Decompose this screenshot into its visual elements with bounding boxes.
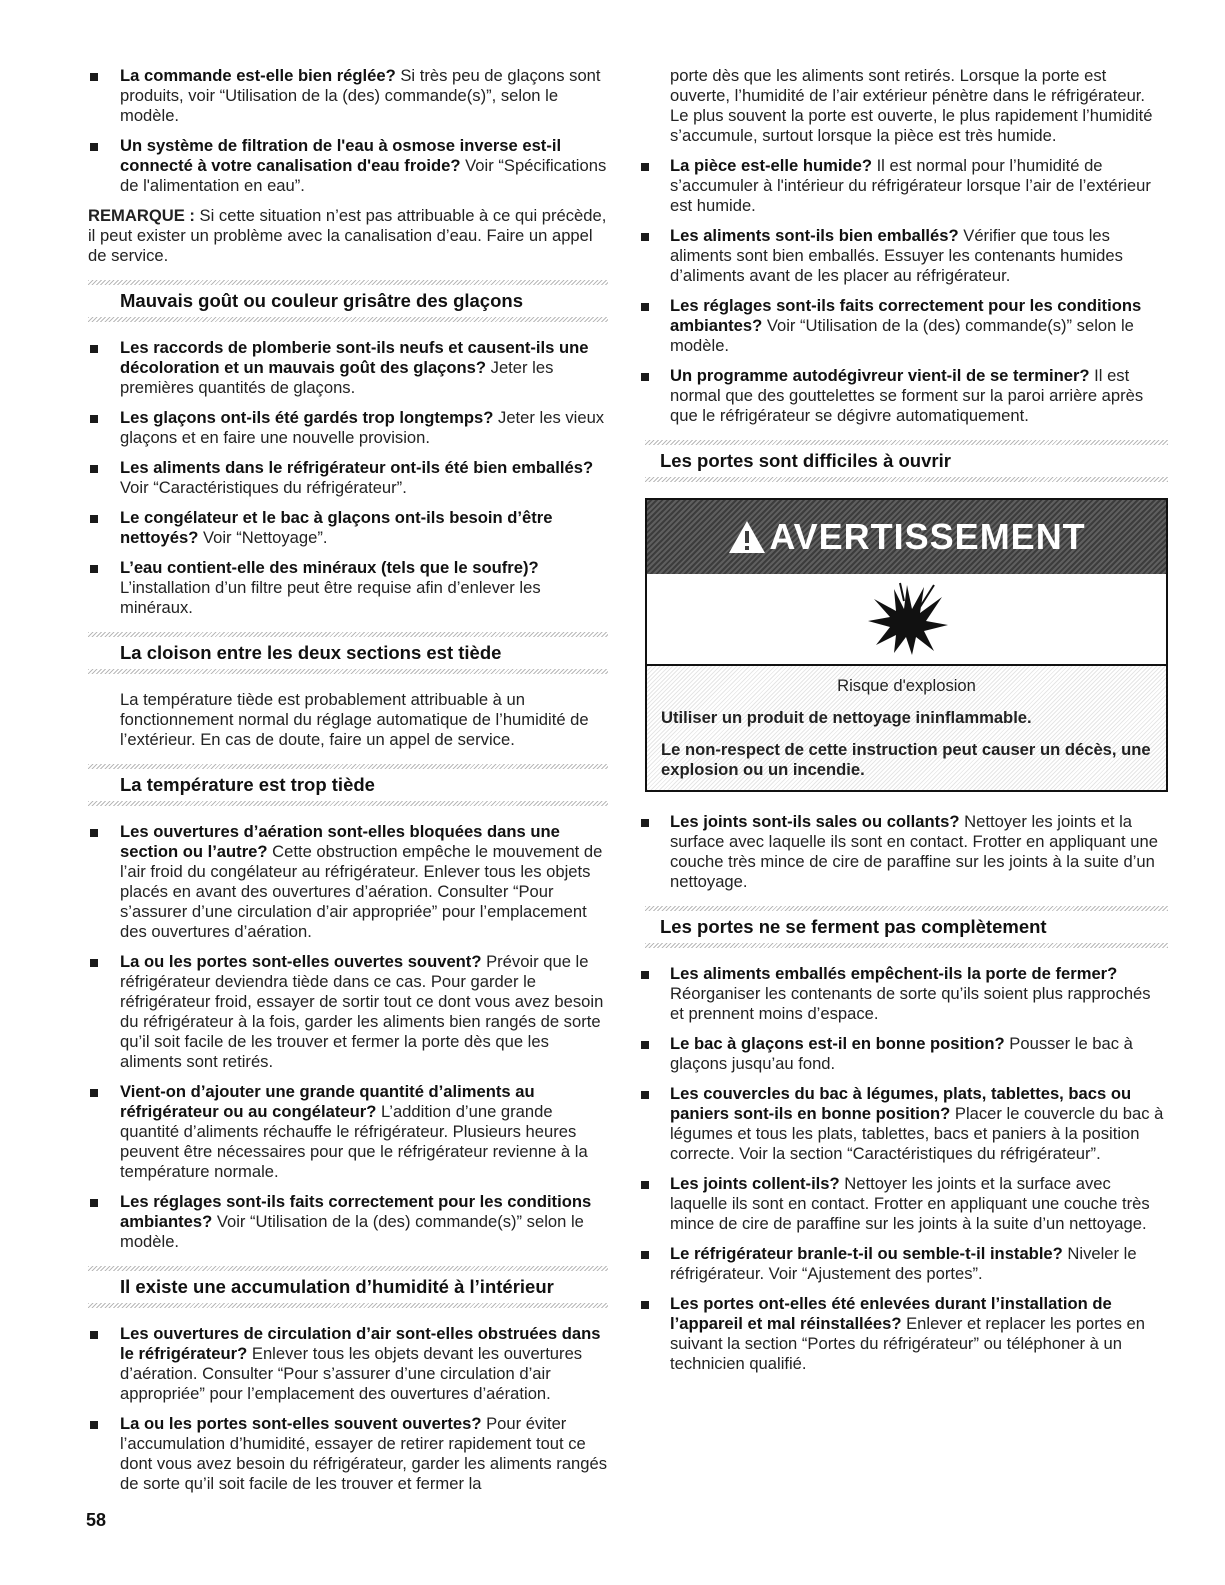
left-column xyxy=(88,66,608,1504)
list-item: Un programme autodégivreur vient-il de se terminer? Il est normal que des gouttelettes se forment sur la paroi arrière après que le réfrigérateur se dégivre automatiquement. xyxy=(645,366,1168,426)
humidity-list-continued xyxy=(645,156,1168,426)
list-item: La ou les portes sont-elles souvent ouvertes? Pour éviter l’accumulation d’humidité, essayer de retirer rapidement tout ce dont vous avez besoin du réfrigérateur, garder les aliments rangés de sorte qu’il soit facile de les trouver et fermer la xyxy=(88,1414,608,1494)
page-number: 58 xyxy=(86,1510,107,1530)
bullet-icon xyxy=(641,1091,649,1099)
section-heading: Les portes ne se ferment pas complètement xyxy=(645,906,1168,948)
list-item: Le congélateur et le bac à glaçons ont-ils besoin d’être nettoyés? Voir “Nettoyage”. xyxy=(88,508,608,548)
bullet-icon xyxy=(90,345,98,353)
warning-box xyxy=(645,498,1168,792)
bullet-icon xyxy=(641,233,649,241)
bullet-icon xyxy=(641,1251,649,1259)
list-item: Les joints sont-ils sales ou collants? Nettoyer les joints et la surface avec laquelle ils sont en contact. Frotter en appliquant une couche très mince de cire de paraffine sur les joints à la suite d’un nettoyage. xyxy=(645,812,1168,892)
warning-instruction: Utiliser un produit de nettoyage ininflammable. xyxy=(661,708,1032,727)
section-paragraph: La température tiède est probablement attribuable à un fonctionnement normal du réglage automatique de l’humidité de l’extérieur. En cas de doute, faire un appel de service. xyxy=(120,690,589,749)
section-list xyxy=(88,338,608,618)
section-list xyxy=(88,822,608,1252)
list-item: Un système de filtration de l'eau à osmose inverse est-il connecté à votre canalisation d'eau froide? Voir “Spécifications de l'alimentation en eau”. xyxy=(88,136,608,196)
section-heading: La température est trop tiède xyxy=(88,764,608,806)
list-item: Les glaçons ont-ils été gardés trop longtemps? Jeter les vieux glaçons et en faire une nouvelle provision. xyxy=(88,408,608,448)
warning-risk: Risque d'explosion xyxy=(837,676,976,695)
list-item: Les aliments emballés empêchent-ils la porte de fermer? Réorganiser les contenants de sorte qu’ils soient plus rapprochés et prennent moins d’espace. xyxy=(645,964,1168,1024)
explosion-icon xyxy=(862,579,952,659)
warning-title: AVERTISSEMENT xyxy=(769,516,1086,557)
list-item: La pièce est-elle humide? Il est normal pour l’humidité de s’accumuler à l'intérieur du réfrigérateur lorsque l’air de l’extérieur est humide. xyxy=(645,156,1168,216)
bullet-icon xyxy=(641,1181,649,1189)
intro-list xyxy=(88,66,608,196)
list-item: Les réglages sont-ils faits correctement pour les conditions ambiantes? Voir “Utilisation de la (des) commande(s)” selon le modèle. xyxy=(645,296,1168,356)
warning-title-bar xyxy=(647,500,1166,574)
bullet-icon xyxy=(90,465,98,473)
bullet-icon xyxy=(90,959,98,967)
list-item: La ou les portes sont-elles ouvertes souvent? Prévoir que le réfrigérateur deviendra tiède dans ce cas. Pour garder le réfrigérateur froid, essayer de sortir tout ce dont vous avez besoin du réfrigérateur à la fois, garder les aliments bien rangés de sorte qu’il soit facile de les trouver et fermer la porte dès que les aliments sont retirés. xyxy=(88,952,608,1072)
bullet-icon xyxy=(641,373,649,381)
list-item: Les aliments sont-ils bien emballés? Vérifier que tous les aliments sont bien emballés. Essuyer les contenants humides d’aliments avant de les placer au réfrigérateur. xyxy=(645,226,1168,286)
list-item: Les couvercles du bac à légumes, plats, tablettes, bacs ou paniers sont-ils en bonne position? Placer le couvercle du bac à légumes et tous les plats, tablettes, bacs et paniers à la position correcte. Voir la section “Caractéristiques du réfrigérateur”. xyxy=(645,1084,1168,1164)
bullet-icon xyxy=(641,1041,649,1049)
remarque-note: REMARQUE : Si cette situation n’est pas attribuable à ce qui précède, il peut exister un problème avec la canalisation d’eau. Faire un appel de service. xyxy=(88,206,607,265)
right-column xyxy=(645,66,1168,1384)
bullet-icon xyxy=(90,829,98,837)
warning-body xyxy=(647,666,1166,790)
bullet-icon xyxy=(90,1089,98,1097)
bullet-icon xyxy=(90,73,98,81)
section-heading: Les portes sont difficiles à ouvrir xyxy=(645,440,1168,482)
list-item: Le réfrigérateur branle-t-il ou semble-t-il instable? Niveler le réfrigérateur. Voir “Ajustement des portes”. xyxy=(645,1244,1168,1284)
warning-triangle-icon xyxy=(727,519,767,555)
bullet-icon xyxy=(641,1301,649,1309)
list-item: Les ouvertures d’aération sont-elles bloquées dans une section ou l’autre? Cette obstruction empêche le mouvement de l’air froid du congélateur au réfrigérateur. Enlever tous les objets placés en avant des ouvertures d’aération. Consulter “Pour s’assurer d’une circulation d’air appropriée” pour l’emplacement des ouvertures d’aération. xyxy=(88,822,608,942)
bullet-icon xyxy=(90,1421,98,1429)
bullet-icon xyxy=(641,303,649,311)
bullet-icon xyxy=(90,565,98,573)
bullet-icon xyxy=(90,143,98,151)
list-item: Les aliments dans le réfrigérateur ont-ils été bien emballés? Voir “Caractéristiques du réfrigérateur”. xyxy=(88,458,608,498)
list-item: Vient-on d’ajouter une grande quantité d’aliments au réfrigérateur ou au congélateur? L’addition d’une grande quantité d’aliments réchauffe le réfrigérateur. Plusieurs heures peuvent être nécessaires pour que le réfrigérateur revienne à la température normale. xyxy=(88,1082,608,1182)
bullet-icon xyxy=(90,1199,98,1207)
bullet-icon xyxy=(90,415,98,423)
section-heading: Il existe une accumulation d’humidité à l’intérieur xyxy=(88,1266,608,1308)
list-item: L’eau contient-elle des minéraux (tels que le soufre)? L’installation d’un filtre peut être requise afin d’enlever les minéraux. xyxy=(88,558,608,618)
doors-close-list xyxy=(645,964,1168,1374)
list-item: Le bac à glaçons est-il en bonne position? Pousser le bac à glaçons jusqu’au fond. xyxy=(645,1034,1168,1074)
bullet-icon xyxy=(641,163,649,171)
bullet-icon xyxy=(90,1331,98,1339)
doors-hard-list xyxy=(645,812,1168,892)
bullet-icon xyxy=(641,819,649,827)
section-heading: La cloison entre les deux sections est tiède xyxy=(88,632,608,674)
bullet-icon xyxy=(90,515,98,523)
bullet-icon xyxy=(641,971,649,979)
warning-consequence: Le non-respect de cette instruction peut causer un décès, une explosion ou un incendie. xyxy=(661,740,1151,779)
list-item: La commande est-elle bien réglée? Si très peu de glaçons sont produits, voir “Utilisation de la (des) commande(s)”, selon le modèle. xyxy=(88,66,608,126)
warning-icon-area xyxy=(647,574,1166,666)
list-item: Les raccords de plomberie sont-ils neufs et causent-ils une décoloration et un mauvais goût des glaçons? Jeter les premières quantités de glaçons. xyxy=(88,338,608,398)
list-item: Les réglages sont-ils faits correctement pour les conditions ambiantes? Voir “Utilisation de la (des) commande(s)” selon le modèle. xyxy=(88,1192,608,1252)
list-item: Les joints collent-ils? Nettoyer les joints et la surface avec laquelle ils sont en contact. Frotter en appliquant une couche très mince de cire de paraffine sur les joints à la suite d’un nettoyage. xyxy=(645,1174,1168,1234)
section-heading: Mauvais goût ou couleur grisâtre des glaçons xyxy=(88,280,608,322)
continuation-paragraph: porte dès que les aliments sont retirés. Lorsque la porte est ouverte, l’humidité de l’air extérieur pénètre dans le réfrigérateur. Le plus souvent la porte est ouverte, le plus rapidement l’humidité s’accumule, surtout lorsque la pièce est très humide. xyxy=(670,66,1153,145)
list-item: Les ouvertures de circulation d’air sont-elles obstruées dans le réfrigérateur? Enlever tous les objets devant les ouvertures d’aération. Consulter “Pour s’assurer d’une circulation d’air appropriée” pour l’emplacement des ouvertures d’aération. xyxy=(88,1324,608,1404)
section-list xyxy=(88,1324,608,1494)
list-item: Les portes ont-elles été enlevées durant l’installation de l’appareil et mal réinstallées? Enlever et replacer les portes en suivant la section “Portes du réfrigérateur” ou téléphoner à un technicien qualifié. xyxy=(645,1294,1168,1374)
